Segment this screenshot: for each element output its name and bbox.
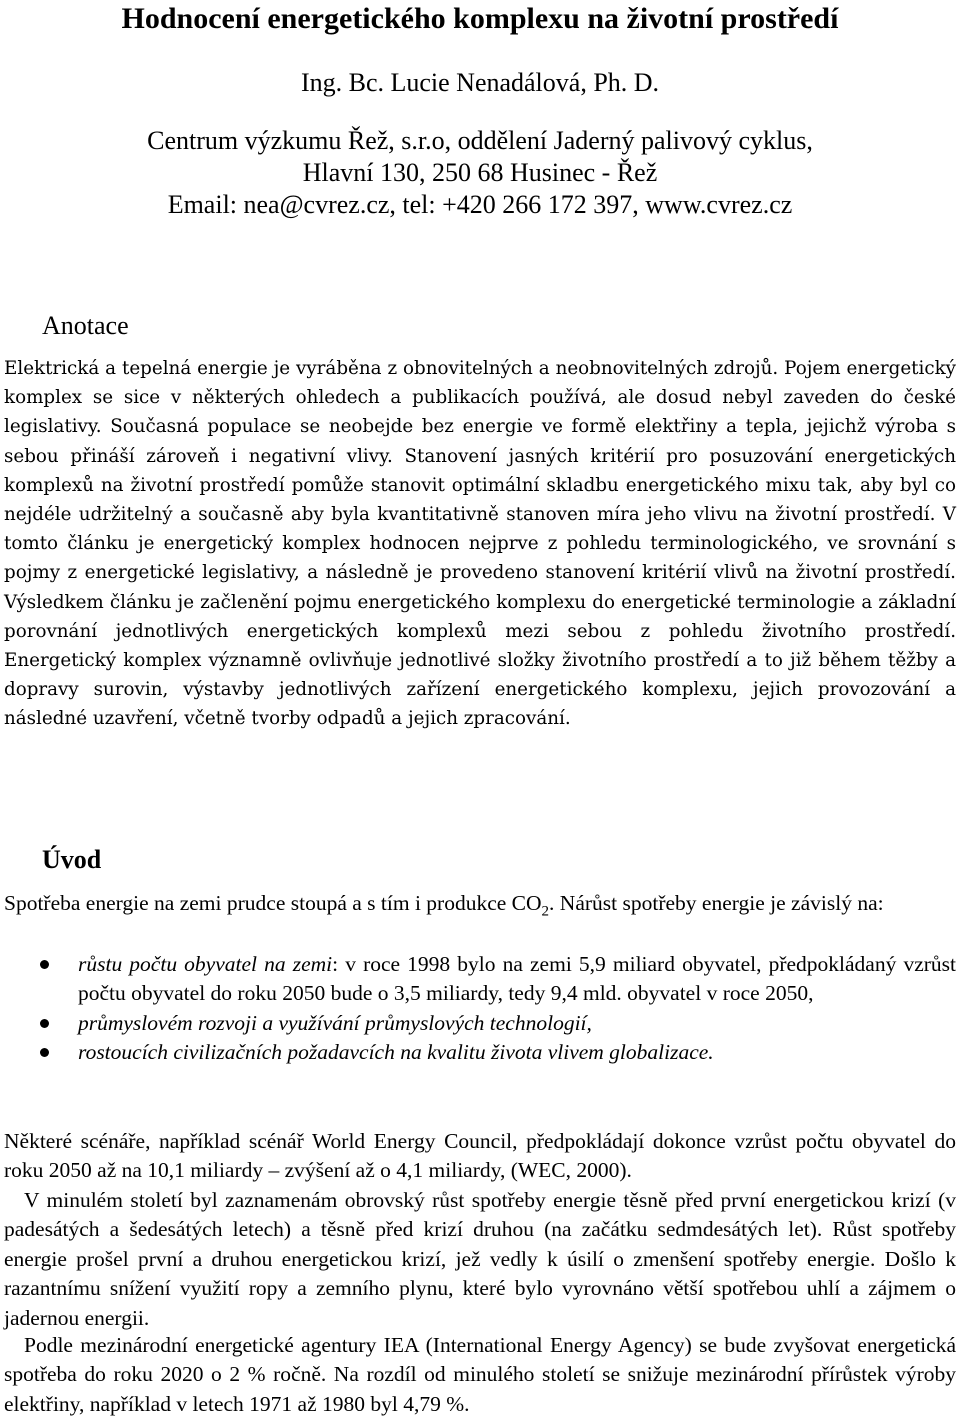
- affiliation-block: [0, 125, 960, 221]
- list-item-text: průmyslovém rozvoji a využívání průmyslových technologií,: [78, 1010, 592, 1035]
- intro-paragraph-3: V minulém století byl zaznamenám obrovský růst spotřeby energie těsně před první energetickou krizí (v padesátých a šedesátých letech) a těsně před krizí druhou (na začátku sedmdesátých let). Růst spotřeby energie prošel první a druhou energetickou krizí, jež vedly k úsilí o zmenšení spotřeby energie. Došlo k razantnímu snížení využití ropy a zemního plynu, které bylo vyrovnáno větší spotřebou uhlí a zájmem o jadernou energii.: [4, 1188, 956, 1330]
- bullet-icon: [40, 1048, 49, 1057]
- abstract-text: Elektrická a tepelná energie je vyráběna z obnovitelných a neobnovitelných zdrojů. Pojem energetický komplex se sice v některých ohledech a publikacích používá, ale dosud nebyl zaveden do české legislativy. Současná populace se neobejde bez energie ve formě elektřiny a tepla, jejichž výroba s sebou přináší zároveň i negativní vlivy. Stanovení jasných kritérií pro posuzování energetických komplexů na životní prostředí pomůže stanovit optimální skladbu energetického mixu tak, aby byl co nejdéle udržitelný a současně aby byla kvantitativně stanoven míra jeho vlivu na životní prostředí. V tomto článku je energetický komplex hodnocen nejprve z pohledu terminologického, ve srovnání s pojmy z energetické legislativy, a následně je provedeno stanovení kritérií vlivů na životní prostředí. Výsledkem článku je začlenění pojmu energetického komplexu do energetické terminologie a základní porovnání jednotlivých energetických komplexů mezi sebou z pohledu životního prostředí. Energetický komplex významně ovlivňuje jednotlivé složky životního prostředí a to již během těžby a dopravy surovin, výstavby jednotlivých zařízení energetického komplexu, jejich provozování a následné uzavření, včetně tvorby odpadů a jejich zpracování.: [4, 358, 956, 730]
- co2-subscript: 2: [541, 903, 550, 920]
- author-name: Ing. Bc. Lucie Nenadálová, Ph. D.: [300, 68, 660, 97]
- bullet-icon: [40, 1019, 49, 1028]
- intro-heading: Úvod: [42, 845, 102, 874]
- address-line: Hlavní 130, 250 68 Husinec - Řež: [302, 158, 658, 187]
- list-item: [0, 1038, 956, 1067]
- paper-title: Hodnocení energetického komplexu na životní prostředí: [121, 2, 839, 35]
- contact-line: Email: nea@cvrez.cz, tel: +420 266 172 397, www.cvrez.cz: [167, 190, 793, 219]
- list-item-text: rostoucích civilizačních požadavcích na kvalitu života vlivem globalizace.: [78, 1040, 714, 1065]
- intro-paragraph-1: [4, 889, 956, 918]
- abstract-heading: Anotace: [42, 311, 129, 340]
- list-item-text: : v roce 1998 bylo na zemi 5,9 miliard obyvatel, předpokládaný vzrůst počtu obyvatel do roku 2050 bude o 3,5 miliardy, tedy 9,4 mld. obyvatel v roce 2050,: [78, 952, 956, 1006]
- list-item: [0, 950, 956, 1009]
- intro-paragraph-4: Podle mezinárodní energetické agentury IEA (International Energy Agency) se bude zvyšovat energetická spotřeba do roku 2020 o 2 % ročně. Na rozdíl od minulého století se snižuje mezinárodní přírůstek výroby elektřiny, například v letech 1971 až 1980 byl 4,79 %.: [4, 1333, 956, 1416]
- list-item-italic: růstu počtu obyvatel na zemi: [78, 952, 333, 976]
- affiliation-line: Centrum výzkumu Řež, s.r.o, oddělení Jaderný palivový cyklus,: [147, 126, 813, 155]
- growth-factors-list: [0, 950, 956, 1068]
- bullet-icon: [40, 960, 49, 969]
- intro-p1-text-end: . Nárůst spotřeby energie je závislý na:: [549, 891, 884, 915]
- intro-paragraph-2: Některé scénáře, například scénář World Energy Council, předpokládají dokonce vzrůst počtu obyvatel do roku 2050 až na 10,1 miliardy – zvýšení až o 4,1 miliardy, (WEC, 2000).: [4, 1129, 956, 1183]
- intro-p1-text: Spotřeba energie na zemi prudce stoupá a s tím i produkce CO: [4, 891, 542, 915]
- list-item: [0, 1009, 956, 1038]
